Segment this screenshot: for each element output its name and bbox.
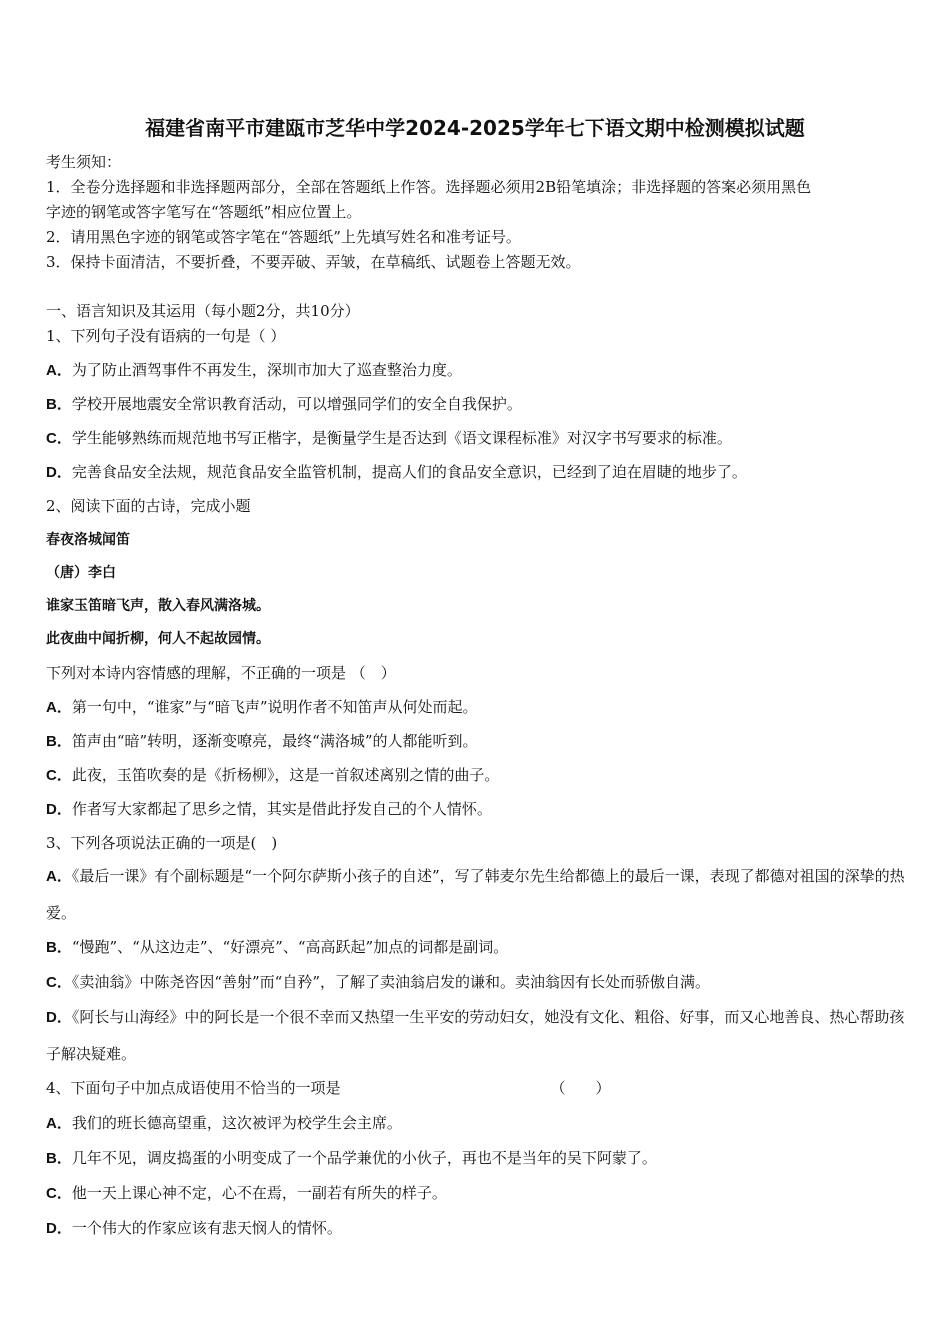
poem-line: 谁家玉笛暗飞声，散入春风满洛城。 xyxy=(46,598,270,614)
notice-heading: 考生须知： xyxy=(46,153,122,171)
notice-item: 2．请用黑色字迹的钢笔或答字笔在“答题纸”上先填写姓名和准考证号。 xyxy=(46,228,521,246)
option-key: C． xyxy=(46,1185,72,1202)
option-item xyxy=(46,937,508,958)
answer-paren: （ ） xyxy=(550,1079,611,1097)
option-key: B． xyxy=(46,733,72,750)
option-key: D． xyxy=(46,464,72,481)
page-title: 福建省南平市建瓯市芝华中学2024-2025学年七下语文期中检测模拟试题 xyxy=(145,116,805,140)
option-text: 为了防止酒驾事件不再发生，深圳市加大了巡查整治力度。 xyxy=(71,361,462,379)
option-text: 学校开展地震安全常识教育活动，可以增强同学们的安全自我保护。 xyxy=(71,395,522,413)
section-heading: 一、语言知识及其运用（每小题2分，共10分） xyxy=(46,302,360,320)
option-text: 《最后一课》有个副标题是“一个阿尔萨斯小孩子的自述”，写了韩麦尔先生给都德上的最后一课，表现了都德对祖国的深挚的热爱。 xyxy=(46,867,905,922)
question-stem: 1、下列句子没有语病的一句是（ ） xyxy=(46,327,286,345)
option-key: C． xyxy=(46,767,72,784)
option-key: A． xyxy=(46,868,72,885)
option-item xyxy=(46,1183,447,1204)
option-key: B． xyxy=(46,396,72,413)
option-text: 此夜，玉笛吹奏的是《折杨柳》，这是一首叙述离别之情的曲子。 xyxy=(71,766,500,784)
option-item xyxy=(46,972,710,993)
poem-line: 此夜曲中闻折柳，何人不起故园情。 xyxy=(46,631,270,647)
option-item xyxy=(46,394,522,415)
option-text: 《阿长与山海经》中的阿长是一个很不幸而又热望一生平安的劳动妇女，她没有文化、粗俗、好事，而又心地善良、热心帮助孩子解决疑难。 xyxy=(46,1008,905,1063)
question-sub-stem: 下列对本诗内容情感的理解，不正确的一项是 （ ） xyxy=(46,664,396,682)
option-item xyxy=(46,999,906,1072)
option-key: D． xyxy=(46,1009,72,1026)
option-item xyxy=(46,1148,657,1169)
option-item xyxy=(46,858,906,931)
option-item xyxy=(46,731,478,752)
option-item xyxy=(46,428,732,449)
question-stem: 3、下列各项说法正确的一项是( ) xyxy=(46,834,278,852)
option-text: 我们的班长德高望重，这次被评为校学生会主席。 xyxy=(71,1114,402,1132)
option-text: 学生能够熟练而规范地书写正楷字，是衡量学生是否达到《语文课程标准》对汉字书写要求的标准。 xyxy=(71,429,732,447)
option-key: C． xyxy=(46,974,72,991)
option-item xyxy=(46,1113,402,1134)
option-item xyxy=(46,799,492,820)
option-item xyxy=(46,1218,342,1239)
option-key: C． xyxy=(46,430,72,447)
option-text: 第一句中，“谁家”与“暗飞声”说明作者不知笛声从何处而起。 xyxy=(71,698,478,716)
option-key: D． xyxy=(46,1220,72,1237)
question-stem xyxy=(46,1078,611,1098)
option-key: A． xyxy=(46,699,72,716)
option-key: A． xyxy=(46,362,72,379)
option-text: 完善食品安全法规，规范食品安全监管机制，提高人们的食品安全意识，已经到了迫在眉睫的地步了。 xyxy=(71,463,747,481)
poem-title: 春夜洛城闻笛 xyxy=(46,532,130,548)
notice-item: 3．保持卡面清洁，不要折叠，不要弄破、弄皱，在草稿纸、试题卷上答题无效。 xyxy=(46,253,581,271)
option-text: 一个伟大的作家应该有悲天悯人的情怀。 xyxy=(71,1219,342,1237)
option-key: A． xyxy=(46,1115,72,1132)
option-key: B． xyxy=(46,939,72,956)
option-item xyxy=(46,765,499,786)
notice-item: 字迹的钢笔或答字笔写在“答题纸”相应位置上。 xyxy=(46,203,362,221)
option-item xyxy=(46,462,747,483)
option-text: 《卖油翁》中陈尧咨因“善射”而“自矜”，了解了卖油翁启发的谦和。卖油翁因有长处而骄傲自满。 xyxy=(71,973,711,991)
option-text: 他一天上课心神不定，心不在焉，一副若有所失的样子。 xyxy=(71,1184,447,1202)
notice-item: 1．全卷分选择题和非选择题两部分，全部在答题纸上作答。选择题必须用2B铅笔填涂；非选择题的答案必须用黑色 xyxy=(46,178,812,196)
option-text: 几年不见，调皮捣蛋的小明变成了一个品学兼优的小伙子，再也不是当年的吴下阿蒙了。 xyxy=(71,1149,657,1167)
option-key: B． xyxy=(46,1150,72,1167)
poem-author: （唐）李白 xyxy=(46,565,116,581)
option-item xyxy=(46,697,478,718)
option-item xyxy=(46,360,462,381)
option-text: “慢跑”、“从这边走”、“好漂亮”、“高高跃起”加点的词都是副词。 xyxy=(71,938,509,956)
option-text: 笛声由“暗”转明，逐渐变嘹亮，最终“满洛城”的人都能听到。 xyxy=(71,732,478,750)
option-key: D． xyxy=(46,801,72,818)
option-text: 作者写大家都起了思乡之情，其实是借此抒发自己的个人情怀。 xyxy=(71,800,492,818)
question-stem-text: 4、下面句子中加点成语使用不恰当的一项是 xyxy=(46,1079,341,1097)
question-stem: 2、阅读下面的古诗，完成小题 xyxy=(46,497,251,515)
